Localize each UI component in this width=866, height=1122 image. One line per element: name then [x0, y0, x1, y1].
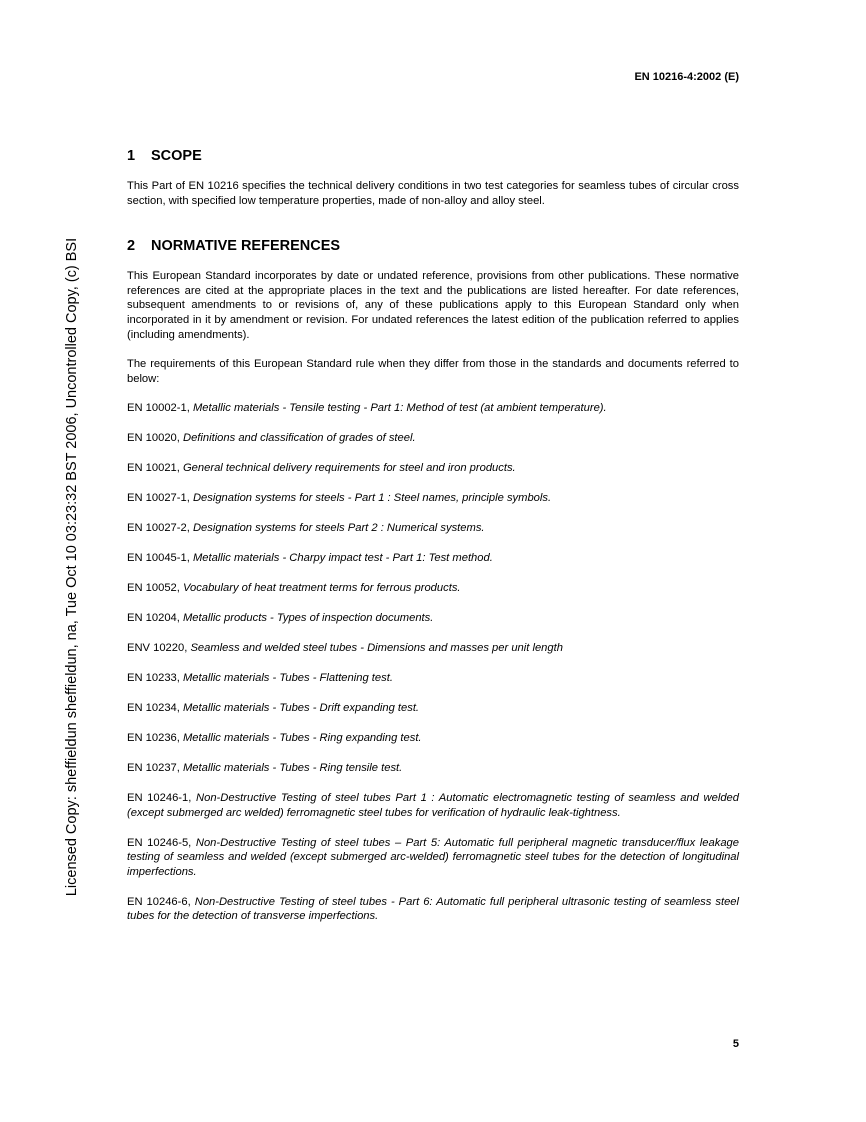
reference-title: Metallic materials - Tubes - Ring tensile test.	[182, 762, 403, 775]
document-id: EN 10216-4:2002 (E)	[634, 71, 739, 83]
reference-title: Metallic materials - Tubes - Flattening test.	[182, 672, 393, 685]
license-watermark: Licensed Copy: sheffieldun sheffieldun, na, Tue Oct 10 03:23:32 BST 2006, Uncontrolled Copy, (c) BSI	[64, 237, 80, 897]
reference-code: EN 10027-2,	[127, 522, 190, 535]
reference-item	[127, 431, 739, 446]
reference-code: EN 10002-1,	[127, 402, 190, 415]
section-heading-normative-references	[127, 236, 739, 256]
reference-item	[127, 581, 739, 596]
reference-list	[127, 401, 739, 924]
reference-title: Metallic materials - Charpy impact test - Part 1: Test method.	[192, 552, 493, 565]
reference-item	[127, 836, 739, 880]
page-number: 5	[732, 1038, 739, 1050]
reference-code: EN 10020,	[127, 432, 180, 445]
reference-title: Metallic materials - Tensile testing - Part 1: Method of test (at ambient temperature).	[192, 402, 607, 415]
reference-item	[127, 461, 739, 476]
reference-code: EN 10237,	[127, 762, 180, 775]
reference-item	[127, 641, 739, 656]
reference-title: Metallic materials - Tubes - Ring expanding test.	[182, 732, 422, 745]
reference-item	[127, 671, 739, 686]
reference-code: EN 10246-5,	[127, 836, 192, 849]
reference-item	[127, 551, 739, 566]
reference-code: EN 10234,	[127, 702, 180, 715]
reference-item	[127, 731, 739, 746]
reference-title: Non-Destructive Testing of steel tubes Part 1 : Automatic electromagnetic testing of seamless and welded (except submerged arc welded) ferromagnetic steel tubes for verification of hydraulic leak-tightness.	[127, 792, 739, 819]
reference-item	[127, 401, 739, 416]
reference-code: EN 10027-1,	[127, 492, 190, 505]
section-number: 2	[127, 238, 136, 255]
reference-title: Non-Destructive Testing of steel tubes – Part 5: Automatic full peripheral magnetic transducer/flux leakage testing of seamless and welded (except submerged arc-welded) ferromagnetic steel tubes for the detection of longitudinal imperfections.	[127, 836, 739, 878]
reference-item	[127, 701, 739, 716]
reference-code: EN 10021,	[127, 462, 180, 475]
section-number: 1	[127, 148, 136, 164]
reference-code: EN 10204,	[127, 612, 180, 625]
normative-paragraph-2: The requirements of this European Standard rule when they differ from those in the standards and documents referred to below:	[127, 358, 739, 385]
reference-title: Vocabulary of heat treatment terms for ferrous products.	[182, 582, 461, 595]
reference-title: Seamless and welded steel tubes - Dimensions and masses per unit length	[190, 642, 563, 655]
page-content	[127, 146, 739, 939]
section-heading-scope	[127, 146, 739, 166]
reference-item	[127, 491, 739, 506]
reference-item	[127, 761, 739, 776]
normative-paragraph-1: This European Standard incorporates by date or undated reference, provisions from other publications. These normative references are cited at the appropriate places in the text and the publications are listed hereafter. For date references, subsequent amendments to or revisions of, any of these publications apply to this European Standard only when incorporated in it by amendment or revision. For undated references the latest edition of the publication referred to applies (including amendments).	[127, 270, 739, 341]
reference-item	[127, 791, 739, 820]
reference-title: Designation systems for steels Part 2 : Numerical systems.	[192, 522, 485, 535]
reference-item	[127, 611, 739, 626]
section-title: NORMATIVE REFERENCES	[151, 238, 341, 255]
reference-code: EN 10045-1,	[127, 552, 190, 565]
reference-title: Designation systems for steels - Part 1 : Steel names, principle symbols.	[192, 492, 552, 505]
reference-title: Definitions and classification of grades of steel.	[182, 432, 416, 445]
reference-code: EN 10233,	[127, 672, 180, 685]
reference-code: EN 10052,	[127, 582, 180, 595]
reference-title: Metallic materials - Tubes - Drift expanding test.	[182, 702, 420, 715]
reference-code: EN 10246-6,	[127, 895, 191, 908]
reference-item	[127, 895, 739, 924]
reference-item	[127, 521, 739, 536]
reference-title: Non-Destructive Testing of steel tubes - Part 6: Automatic full peripheral ultrasonic testing of seamless steel tubes for the detection of transverse imperfections.	[127, 895, 740, 923]
reference-code: EN 10246-1,	[127, 792, 192, 805]
reference-title: General technical delivery requirements for steel and iron products.	[182, 462, 516, 475]
scope-paragraph: This Part of EN 10216 specifies the technical delivery conditions in two test categories for seamless tubes of circular cross section, with specified low temperature properties, made of non-alloy and alloy steel.	[127, 180, 739, 207]
reference-title: Metallic products - Types of inspection documents.	[182, 612, 434, 625]
reference-code: ENV 10220,	[127, 642, 188, 655]
reference-code: EN 10236,	[127, 732, 180, 745]
section-title: SCOPE	[151, 148, 202, 164]
